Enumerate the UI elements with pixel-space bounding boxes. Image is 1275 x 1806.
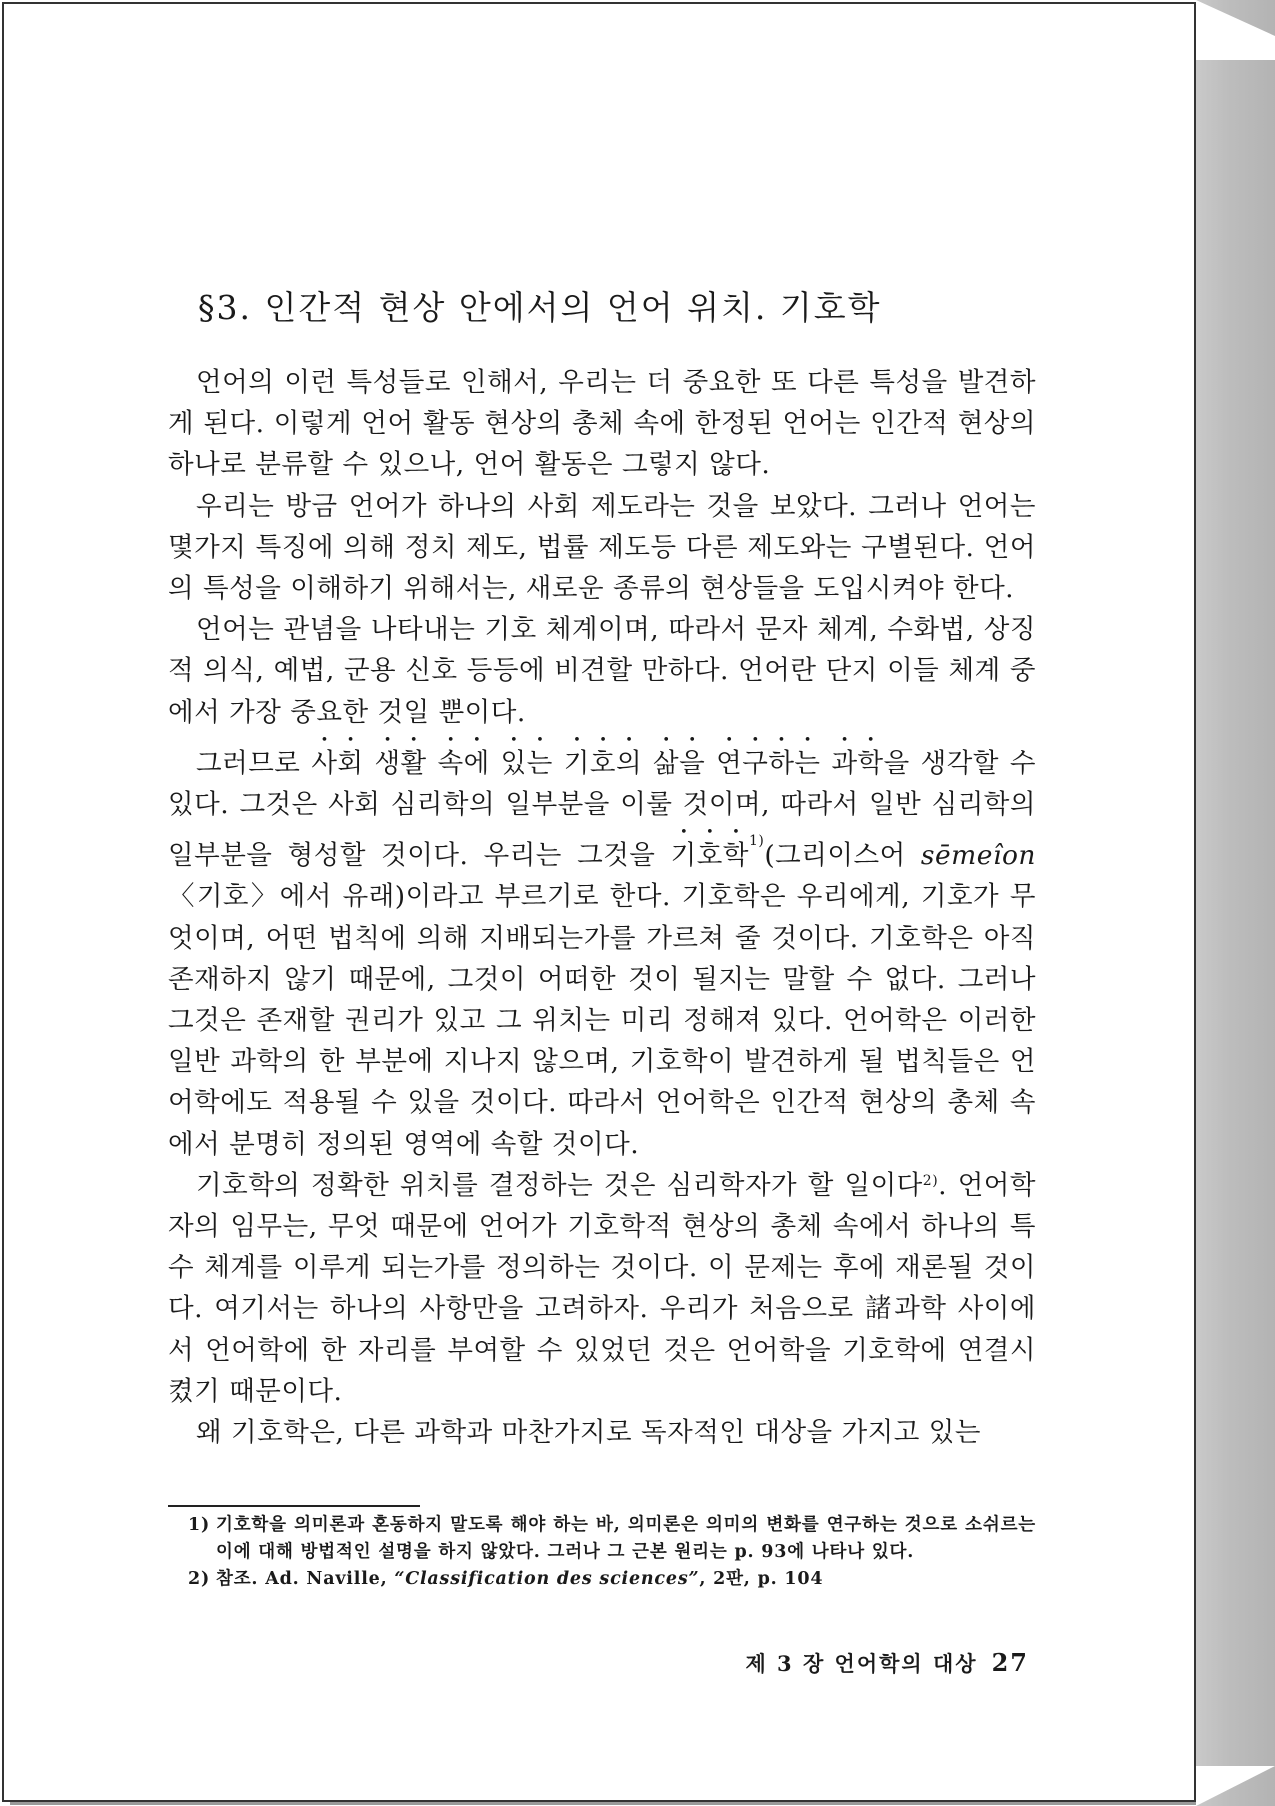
chapter-title: 제 3 장 언어학의 대상 xyxy=(745,1651,978,1676)
footnote xyxy=(188,1566,1036,1593)
paragraph xyxy=(168,609,1036,733)
body-text xyxy=(168,362,1036,1453)
text-run: 참조. Ad. Naville, xyxy=(216,1569,395,1589)
text-run: 을 생각할 수 있다. 그것은 사회 심리학의 일부분을 이룰 것이며, 따라서 일반 심리학의 일부분을 형성할 것이다. 우리는 그것을 xyxy=(168,747,1036,872)
footnotes xyxy=(188,1512,1036,1593)
footnote xyxy=(188,1512,1036,1566)
text-run: 기호학의 정확한 위치를 결정하는 것은 심리학자가 할 일이다 xyxy=(196,1169,923,1201)
page-footer xyxy=(745,1648,1029,1678)
footnote-ref: 1) xyxy=(748,833,765,850)
text-run: 우리는 방금 언어가 하나의 사회 제도라는 것을 보았다. 그러나 언어는 몇가지 특징에 의해 정치 제도, 법률 제도등 다른 제도와는 구별된다. 언어의 특성을 이해하기 위해서는, 새로운 종류의 현상들을 도입시켜야 한다. xyxy=(168,490,1036,605)
text-run: (그리이스어 xyxy=(764,840,921,872)
text-run: 언어의 이런 특성들로 인해서, 우리는 더 중요한 또 다른 특성을 발견하게 된다. 이렇게 언어 활동 현상의 총체 속에 한정된 언어는 인간적 현상의 하나로 분류할 수 있으나, 언어 활동은 그렇지 않다. xyxy=(168,367,1036,481)
footnote-ref: 2) xyxy=(922,1172,939,1189)
text-run: 왜 기호학은, 다른 과학과 마찬가지로 독자적인 대상을 가지고 있는 xyxy=(196,1417,981,1449)
emphasis-text: 사회 생활 속에 있는 기호의 삶을 연구하는 과학 xyxy=(311,747,884,779)
italic-text: sēmeîon xyxy=(920,840,1036,872)
paragraph xyxy=(168,733,1036,1165)
emphasis-text: 기호학 xyxy=(670,840,749,872)
text-run: . 언어학자의 임무는, 무엇 때문에 언어가 기호학적 현상의 총체 속에서 하나의 특수 체계를 이루게 되는가를 정의하는 것이다. 이 문제는 후에 재론될 것이다. 여기서는 하나의 사항만을 고려하자. 우리가 처음으로 諸과학 사이에서 언어학에 한 자리를 부여할 수 있었던 것은 언어학을 기호학에 연결시켰기 때문이다. xyxy=(168,1169,1036,1407)
text-run: 〈기호〉에서 유래)이라고 부르기로 한다. 기호학은 우리에게, 기호가 무엇이며, 어떤 법칙에 의해 지배되는가를 가르쳐 줄 것이다. 기호학은 아직 존재하지 않기 때문에, 그것이 어떠한 것이 될지는 말할 수 없다. 그러나 그것은 존재할 권리가 있고 그 위치는 미리 정해져 있다. 언어학은 이러한 일반 과학의 한 부분에 지나지 않으며, 기호학이 발견하게 될 법칙들은 언어학에도 적용될 수 있을 것이다. 따라서 언어학은 인간적 현상의 총체 속에서 분명히 정의된 영역에 속할 것이다. xyxy=(168,881,1036,1160)
text-run: , 2판, p. 104 xyxy=(699,1569,824,1589)
paragraph xyxy=(168,1165,1036,1412)
section-heading: §3. 인간적 현상 안에서의 언어 위치. 기호학 xyxy=(198,288,882,327)
footnote-number: 1) xyxy=(188,1515,211,1535)
paragraph xyxy=(168,486,1036,610)
italic-text: “Classification des sciences” xyxy=(394,1569,700,1589)
text-run: 언어는 관념을 나타내는 기호 체계이며, 따라서 문자 체계, 수화법, 상징적 의식, 예법, 군용 신호 등등에 비견할 만하다. 언어란 단지 이들 체계 중에서 가장 중요한 것일 뿐이다. xyxy=(168,614,1036,728)
book-edge xyxy=(1196,0,1275,1806)
text-run: 그러므로 xyxy=(196,747,312,779)
page-number: 27 xyxy=(991,1648,1029,1677)
footnote-rule xyxy=(168,1505,420,1507)
footnote-number: 2) xyxy=(188,1569,211,1589)
text-run: 기호학을 의미론과 혼동하지 말도록 해야 하는 바, 의미론은 의미의 변화를 연구하는 것으로 소쉬르는 이에 대해 방법적인 설명을 하지 않았다. 그러나 그 근본 원리는 p. 93에 나타나 있다. xyxy=(216,1515,1036,1562)
paragraph xyxy=(168,362,1036,486)
paragraph xyxy=(168,1412,1036,1453)
